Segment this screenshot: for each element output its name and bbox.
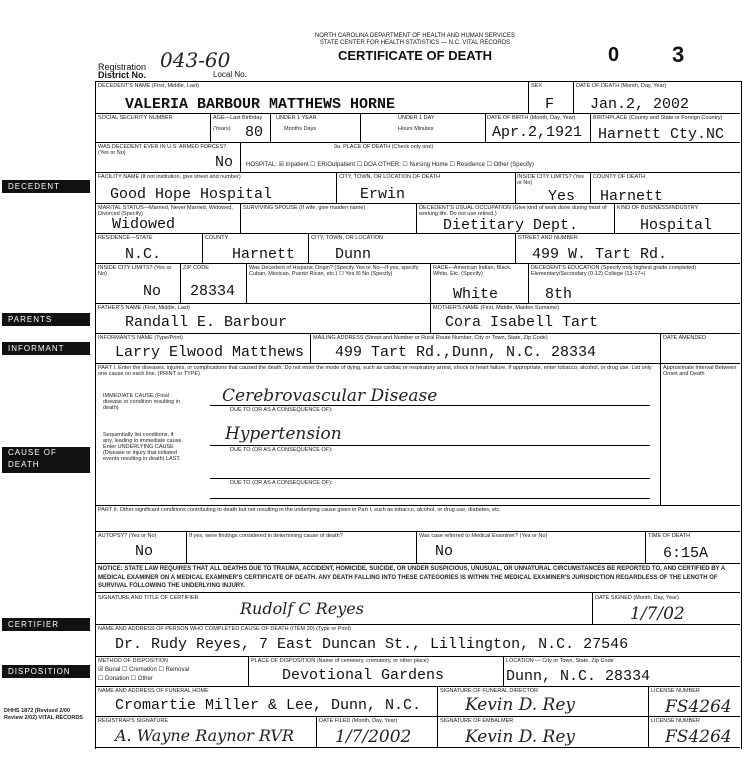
registration-number: 043-60 <box>160 48 231 72</box>
rule <box>528 263 529 303</box>
place-of-death-label: 9a. PLACE OF DEATH (Check only one) <box>334 144 434 150</box>
decedent-age: 80 <box>245 124 264 141</box>
rule <box>95 656 740 657</box>
section-certifier: CERTIFIER <box>2 618 90 631</box>
rule <box>660 333 661 363</box>
city-death-label: CITY, TOWN, OR LOCATION OF DEATH <box>339 174 440 180</box>
section-decedent: DECEDENT <box>2 180 90 193</box>
residence-county: Harnett <box>232 246 296 263</box>
hispanic-label: Was Decedent of Hispanic Origin? (Specify Yes or No—If yes, specify Cuban, Mexican, Puerto Rican, etc.) ☐ Yes ☒ No (Specify) <box>249 265 419 277</box>
rule <box>186 531 187 563</box>
father-label: FATHER'S NAME (First, Middle, Last) <box>98 305 191 311</box>
res-city-label: CITY, TOWN, OR LOCATION <box>311 235 384 241</box>
race-label: RACE—American Indian, Black, White, Etc. (Specify) <box>433 265 512 277</box>
completed-by-label: NAME AND ADDRESS OF PERSON WHO COMPLETED CAUSE OF DEATH (ITEM 20) (Type or Print) <box>98 626 351 632</box>
location-label: LOCATION — City or Town, State, Zip Code <box>506 658 614 664</box>
certifier-sig-label: SIGNATURE AND TITLE OF CERTIFIER <box>98 595 199 601</box>
street-label: STREET AND NUMBER <box>518 235 578 241</box>
inside-city-label: INSIDE CITY LIMITS? (Yes or No) <box>517 174 584 186</box>
funeral-home: Cromartie Miller & Lee, Dunn, N.C. <box>115 697 422 714</box>
date-of-birth: Apr.2,1921 <box>492 124 583 141</box>
district-label: District No. <box>98 70 147 80</box>
rule <box>240 203 241 233</box>
immediate-label: IMMEDIATE CAUSE (Final disease or condition resulting in death) <box>103 393 181 411</box>
place-of-death-options: HOSPITAL: ☒ Inpatient ☐ ER/Outpatient ☐ DOA OTHER: ☐ Nursing Home ☐ Residence ☐ Other (Specify) <box>246 162 534 168</box>
rule <box>95 263 740 264</box>
local-label: Local No. <box>213 70 247 79</box>
decedent-sex: F <box>545 96 555 113</box>
completed-by: Dr. Rudy Reyes, 7 East Duncan St., Lillington, N.C. 27546 <box>115 636 629 653</box>
rule <box>592 592 593 624</box>
armed-forces-label: WAS DECEDENT EVER IN U.S. ARMED FORCES? (Yes or No) <box>98 144 227 156</box>
rule <box>430 263 431 303</box>
rule <box>485 113 486 142</box>
rule <box>310 333 311 363</box>
notice-text: NOTICE: STATE LAW REQUIRES THAT ALL DEATHS DUE TO TRAUMA, ACCIDENT, HOMICIDE, SUICIDE, OR UNDER SUSPICIOUS, UNUSUAL, OR UNNATURAL CIRCUMSTANCES BE REPORTED TO, AND CERTIFIED BY A MEDICAL EXAMINER ON A MEDICAL EXAMINER'S CERTIFICATE OF DEATH. ANY DEATH FALLING INTO THESE CATEGORIES IS WITHIN THE MEDICAL EXAMINER'S JURISDICTION REGARDLESS OF THE LENGTH OF SURVIVAL FOLLOWING THE UNDERLYING INJURY. <box>98 566 726 589</box>
rule <box>528 81 529 113</box>
part1-label: PART I. Enter the diseases, injuries, or complications that caused the death. Do not enter the mode of dying, such as cardiac or respiratory arrest, shock or heart failure. If appropriate, enter tobacco, alcohol, or drug use. List only one cause on each line. (PRINT or TYPE) <box>98 365 652 377</box>
license-label-2: LICENSE NUMBER <box>651 718 700 724</box>
cause-d-line <box>210 498 650 499</box>
form-identifier: DHHS 1872 (Revised 2/00 Review 2/02) VITAL RECORDS <box>4 708 83 721</box>
marital-status: Widowed <box>112 216 176 233</box>
rule <box>573 81 574 113</box>
certifier-signature: Rudolf C Reyes <box>240 599 364 618</box>
license-number-2: FS4264 <box>665 727 732 747</box>
date-of-death: Jan.2, 2002 <box>590 96 690 113</box>
due-to-c: DUE TO (OR AS A CONSEQUENCE OF): <box>230 480 333 486</box>
rule <box>95 747 740 748</box>
license-label-1: LICENSE NUMBER <box>651 688 700 694</box>
rule <box>95 363 740 364</box>
mailing-label: MAILING ADDRESS (Street and Number or Rural Route Number, City or Town, State, Zip Code) <box>313 335 548 341</box>
method-options-2: ☐ Donation ☐ Other <box>98 676 153 682</box>
due-to-a: DUE TO (OR AS A CONSEQUENCE OF): <box>230 407 333 413</box>
inside-city-value: Yes <box>548 188 576 205</box>
education: 8th <box>545 286 573 303</box>
mother-label: MOTHER'S NAME (First, Middle, Maiden Surname) <box>433 305 560 311</box>
place-of-disposition: Devotional Gardens <box>282 667 445 684</box>
rule <box>95 505 740 506</box>
department-heading: NORTH CAROLINA DEPARTMENT OF HEALTH AND HUMAN SERVICES <box>314 33 516 39</box>
date-signed: 1/7/02 <box>630 604 685 624</box>
residence-state: N.C. <box>125 246 162 263</box>
rule <box>614 203 615 233</box>
cause-c-line <box>210 478 650 479</box>
funeral-home-label: NAME AND ADDRESS OF FUNERAL HOME <box>98 688 209 694</box>
time-death-label: TIME OF DEATH <box>648 533 691 539</box>
center-heading: STATE CENTER FOR HEALTH STATISTICS — N.C. VITAL RECORDS <box>319 40 511 46</box>
certificate-title: CERTIFICATE OF DEATH <box>337 48 493 63</box>
rule <box>503 656 504 686</box>
rule <box>660 363 661 505</box>
interval-label: Approximate Interval Between Onset and Death <box>663 365 737 377</box>
date-signed-label: DATE SIGNED (Month, Day, Year) <box>595 595 679 601</box>
rule <box>210 113 211 142</box>
spouse-label: SURVIVING SPOUSE (If wife, give maiden name) <box>243 205 366 211</box>
embalmer-sig-label: SIGNATURE OF EMBALMER <box>440 718 514 724</box>
date-death-label: DATE OF DEATH (Month, Day, Year) <box>576 83 667 89</box>
residence-inside-city: No <box>143 283 162 300</box>
res-county-label: COUNTY <box>205 235 229 241</box>
ssn-label: SOCIAL SECURITY NUMBER <box>98 115 173 121</box>
rule <box>590 172 591 203</box>
rule <box>316 716 317 747</box>
certificate-number-right: 3 <box>672 42 685 67</box>
autopsy-value: No <box>135 543 154 560</box>
birthplace: Harnett Cty.NC <box>598 126 725 143</box>
autopsy-findings-label: If yes, were findings considered in determining cause of death? <box>189 533 343 539</box>
disposition-location: Dunn, N.C. 28334 <box>506 668 651 685</box>
occupation: Dietitary Dept. <box>443 217 579 234</box>
zip-code: 28334 <box>190 283 236 300</box>
facility-label: FACILITY NAME (If not institution, give street and number) <box>98 174 241 180</box>
rule <box>248 656 249 686</box>
time-of-death: 6:15A <box>663 545 709 562</box>
occupation-label: DECEDENT'S USUAL OCCUPATION (Give kind of work done during most of working life. Do not use retired.) <box>419 205 607 217</box>
rule <box>590 113 591 142</box>
rule <box>437 686 438 747</box>
date-amended-label: DATE AMENDED <box>663 335 706 341</box>
date-filed-label: DATE FILED (Month, Day, Year) <box>319 718 398 724</box>
rule <box>240 142 241 172</box>
mother-name: Cora Isabell Tart <box>445 314 599 331</box>
under-one-year-sub: Months Days <box>284 126 317 132</box>
rule <box>308 233 309 263</box>
dob-label: DATE OF BIRTH (Month, Day, Year) <box>487 115 576 121</box>
examiner-label: Was case referred to Medical Examiner? (Yes or No) <box>419 533 548 539</box>
cause-b-line <box>210 445 650 446</box>
res-inside-label: INSIDE CITY LIMITS? (Yes or No) <box>98 265 172 277</box>
rule <box>95 624 740 625</box>
rule <box>95 303 740 304</box>
facility-name: Good Hope Hospital <box>110 186 273 203</box>
rule <box>95 333 740 334</box>
armed-forces-value: No <box>215 154 234 171</box>
part2-label: PART II. Other significant conditions contributing to death but not resulting in the underlying cause given in Part I, such as tobacco, alcohol, or drug use, diabetes, etc. <box>98 507 501 513</box>
method-label: METHOD OF DISPOSITION <box>98 658 168 664</box>
residence-city: Dunn <box>335 246 372 263</box>
under-one-day-label: UNDER 1 DAY <box>398 115 435 121</box>
director-signature: Kevin D. Rey <box>465 695 575 715</box>
cause-underlying: Hypertension <box>225 424 342 444</box>
rule <box>246 263 247 303</box>
method-options-1: ☒ Burial ☐ Cremation ☐ Removal <box>98 667 190 673</box>
rule <box>95 113 740 114</box>
county-of-death: Harnett <box>600 188 664 205</box>
due-to-b: DUE TO (OR AS A CONSEQUENCE OF): <box>230 447 333 453</box>
rule <box>416 531 417 563</box>
mailing-address: 499 Tart Rd.,Dunn, N.C. 28334 <box>335 344 597 361</box>
place-disposition-label: PLACE OF DISPOSITION (Name of cemetery, crematory, or other place) <box>251 658 429 664</box>
informant-name: Larry Elwood Matthews <box>115 344 305 361</box>
father-name: Randall E. Barbour <box>125 314 288 331</box>
section-informant: INFORMANT <box>2 342 90 355</box>
marital-label: MARITAL STATUS—Married, Never Married, Widowed, Divorced (Specify) <box>98 205 233 217</box>
business-label: KIND OF BUSINESS/INDUSTRY <box>617 205 699 211</box>
rule <box>515 233 516 263</box>
age-label: AGE—Last Birthday <box>213 115 263 121</box>
license-number-1: FS4264 <box>665 697 732 717</box>
director-sig-label: SIGNATURE OF FUNERAL DIRECTOR <box>440 688 538 694</box>
registration-label: Registration <box>98 62 147 72</box>
rule <box>515 172 516 203</box>
registrar-signature: A. Wayne Raynor RVR <box>115 726 294 745</box>
section-cause: CAUSE OF DEATH <box>2 447 90 473</box>
under-one-day-sub: Hours Minutes <box>398 126 434 132</box>
section-disposition: DISPOSITION <box>2 665 90 678</box>
business: Hospital <box>640 217 713 234</box>
rule <box>95 531 740 532</box>
date-filed: 1/7/2002 <box>335 727 412 747</box>
rule <box>648 686 649 747</box>
zip-label: ZIP CODE <box>183 265 209 271</box>
registrar-label: REGISTRAR'S SIGNATURE <box>98 718 169 724</box>
rule <box>336 172 337 203</box>
rule <box>180 263 181 303</box>
rule <box>95 172 740 173</box>
cause-immediate: Cerebrovascular Disease <box>222 386 438 406</box>
county-death-label: COUNTY OF DEATH <box>593 174 646 180</box>
age-years-label: (Years) <box>213 126 231 132</box>
under-one-year-label: UNDER 1 YEAR <box>276 115 317 121</box>
rule <box>95 592 740 593</box>
rule <box>270 113 271 142</box>
autopsy-label: AUTOPSY? (Yes or No) <box>98 533 157 539</box>
education-label: DECEDENT'S EDUCATION (Specify only highest grade completed) Elementary/Secondary (0-12) College (13-17+) <box>531 265 697 277</box>
rule <box>430 303 431 333</box>
birthplace-label: BIRTHPLACE (County and State or Foreign Country) <box>593 115 723 121</box>
rule <box>360 113 361 142</box>
decedent-name: VALERIA BARBOUR MATTHEWS HORNE <box>125 96 396 113</box>
informant-label: INFORMANT'S NAME (Type/Print) <box>98 335 183 341</box>
examiner-value: No <box>435 543 454 560</box>
section-parents: PARENTS <box>2 313 90 326</box>
name-label: DECEDENT'S NAME (First, Middle, Last) <box>98 83 199 89</box>
embalmer-signature: Kevin D. Rey <box>465 727 575 747</box>
street-address: 499 W. Tart Rd. <box>532 246 668 263</box>
res-state-label: RESIDENCE—STATE <box>98 235 153 241</box>
rule <box>95 686 740 687</box>
race: White <box>453 286 499 303</box>
rule <box>416 203 417 233</box>
rule <box>95 563 740 564</box>
city-of-death: Erwin <box>360 186 406 203</box>
sequential-label: Sequentially list conditions, if any, leading to immediate cause. Enter UNDERLYING CAUSE (Disease or injury that initiated events resulting in death) LAST. <box>103 432 183 462</box>
rule <box>95 716 740 717</box>
sex-label: SEX <box>531 83 543 89</box>
certificate-number-left: 0 <box>608 44 620 66</box>
rule <box>645 531 646 563</box>
rule <box>202 233 203 263</box>
